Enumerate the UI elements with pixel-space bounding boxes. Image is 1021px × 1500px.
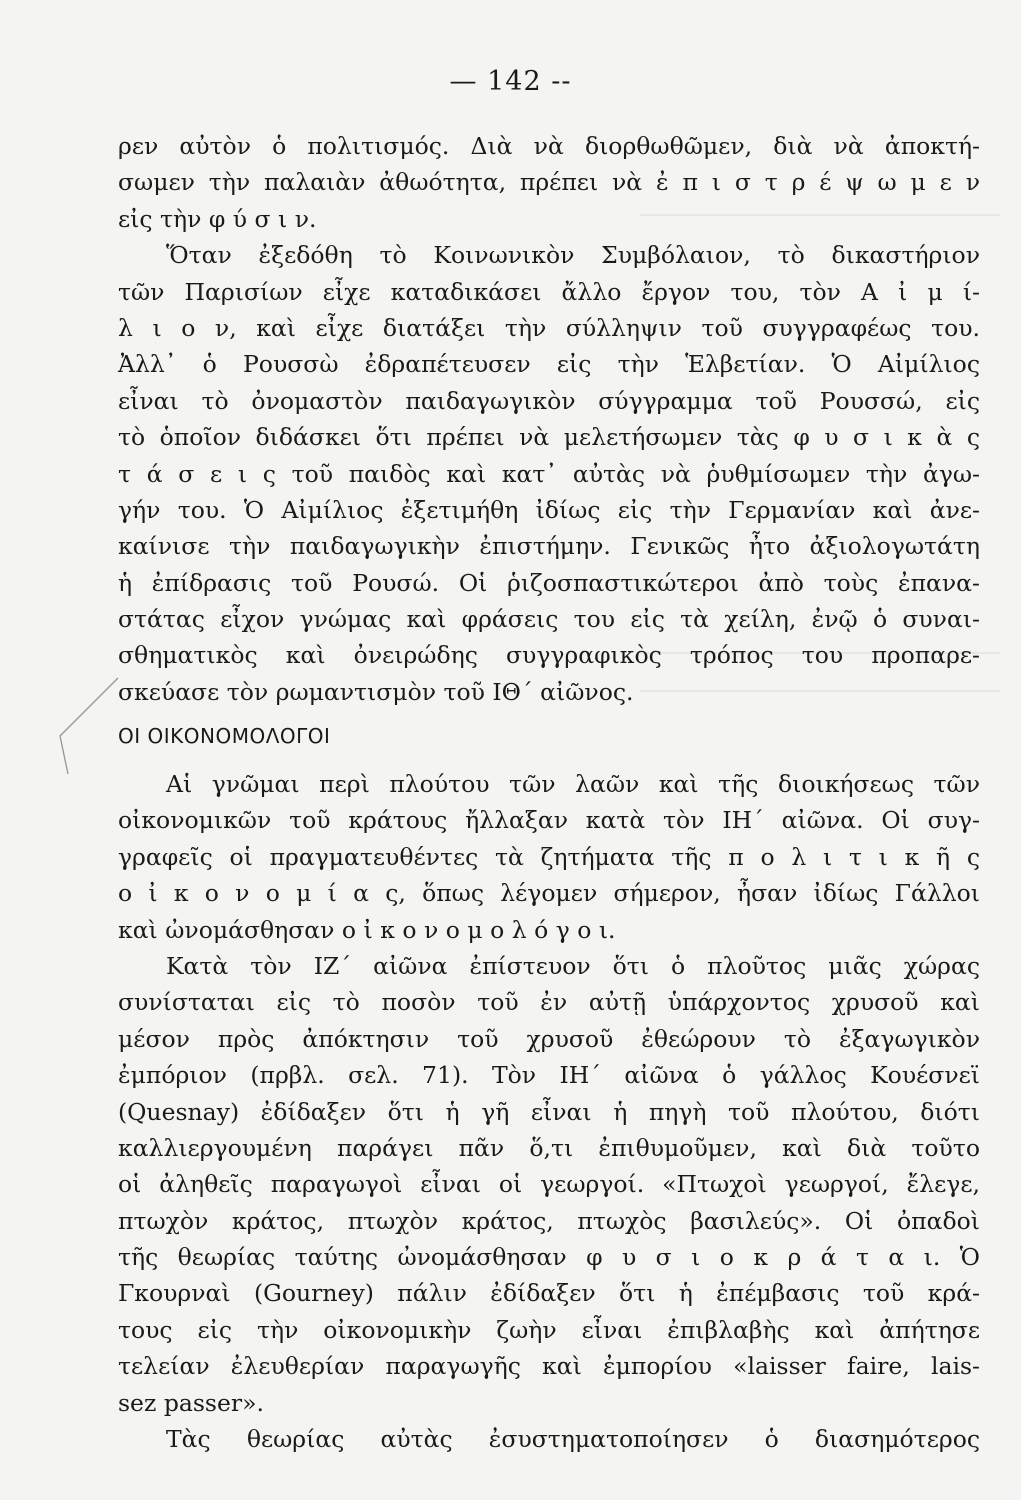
text-line: γήν του. Ὁ Αἰμίλιος ἐξετιμήθη ἰδίως εἰς τὴν Γερμανίαν καὶ ἀνε- (118, 495, 980, 524)
page-number: — 142 -- (449, 66, 572, 97)
text-line: εἶναι τὸ ὀνομαστὸν παιδαγωγικὸν σύγγραμμα τοῦ Ρουσσώ, εἰς (118, 386, 980, 415)
text-line: καίνισε τὴν παιδαγωγικὴν ἐπιστήμην. Γενικῶς ἦτο ἀξιολογωτάτη (118, 532, 980, 561)
body-text-lower (118, 766, 980, 1457)
text-line: ρεν αὐτὸν ὁ πολιτισμός. Διὰ νὰ διορθωθῶμεν, διὰ νὰ ἀποκτή- (118, 132, 980, 160)
body-text-upper (118, 128, 980, 710)
text-line: οἱ ἀληθεῖς παραγωγοὶ εἶναι οἱ γεωργοί. «Πτωχοὶ γεωργοί, ἔλεγε, (118, 1170, 980, 1199)
text-line: Αἱ γνῶμαι περὶ πλούτου τῶν λαῶν καὶ τῆς διοικήσεως τῶν (166, 770, 980, 798)
text-line: σωμεν τὴν παλαιὰν ἀθωότητα, πρέπει νὰ ἐ π ι σ τ ρ έ ψ ω μ ε ν (118, 168, 980, 197)
text-line: οἰκονομικῶν τοῦ κράτους ἤλλαξαν κατὰ τὸν ΙΗ´ αἰῶνα. Οἱ συγ- (118, 806, 980, 835)
text-line: μέσον πρὸς ἀπόκτησιν τοῦ χρυσοῦ ἐθεώρουν τὸ ἐξαγωγικὸν (118, 1024, 980, 1053)
text-line: ο ἰ κ ο ν ο μ ί α ς, ὅπως λέγομεν σήμερον, ἦσαν ἰδίως Γάλλοι (118, 879, 980, 908)
text-line: σθηματικὸς καὶ ὀνειρώδης συγγραφικὸς τρόπος του προπαρε- (118, 641, 980, 670)
text-line: Ἀλλ᾽ ὁ Ρουσσὼ ἐδραπέτευσεν εἰς τὴν Ἑλβετίαν. Ὁ Αἰμίλιος (118, 350, 980, 379)
text-line: πτωχὸν κράτος, πτωχὸν κράτος, πτωχὸς βασιλεύς». Οἱ ὀπαδοὶ (118, 1206, 980, 1235)
text-line: σκεύασε τὸν ρωμαντισμὸν τοῦ ΙΘ´ αἰῶνος. (118, 677, 634, 706)
text-line: στάτας εἶχον γνώμας καὶ φράσεις του εἰς τὰ χείλη, ἐνῷ ὁ συναι- (118, 605, 980, 634)
text-line: τους εἰς τὴν οἰκονομικὴν ζωὴν εἶναι ἐπιβλαβὴς καὶ ἀπήτησε (118, 1315, 980, 1344)
text-line: καλλιεργουμένη παράγει πᾶν ὅ,τι ἐπιθυμοῦμεν, καὶ διὰ τοῦτο (118, 1133, 980, 1162)
text-line: τ ά σ ε ι ς τοῦ παιδὸς καὶ κατ᾽ αὐτὰς νὰ ῥυθμίσωμεν τὴν ἀγω- (118, 459, 980, 488)
section-heading: ΟΙ ΟΙΚΟΝΟΜΟΛΟΓΟΙ (118, 724, 331, 748)
text-line: τῆς θεωρίας ταύτης ὠνομάσθησαν φ υ σ ι ο κ ρ ά τ α ι. Ὁ (118, 1243, 980, 1272)
text-line: Ὅταν ἐξεδόθη τὸ Κοινωνικὸν Συμβόλαιον, τὸ δικαστήριον (166, 241, 980, 270)
text-line: ἐμπόριον (πρβλ. σελ. 71). Τὸν ΙΗ´ αἰῶνα ὁ γάλλος Κουέσνεϊ (118, 1061, 980, 1090)
pencil-margin-mark (40, 676, 120, 776)
text-line: ἡ ἐπίδρασις τοῦ Ρουσώ. Οἱ ῥιζοσπαστικώτεροι ἀπὸ τοὺς ἐπανα- (118, 568, 980, 597)
text-line: Γκουρναὶ (Gourney) πάλιν ἐδίδαξεν ὅτι ἡ ἐπέμβασις τοῦ κρά- (118, 1279, 980, 1308)
text-line: τὸ ὁποῖον διδάσκει ὅτι πρέπει νὰ μελετήσωμεν τὰς φ υ σ ι κ ὰ ς (118, 423, 980, 452)
text-line: Τὰς θεωρίας αὐτὰς ἐσυστηματοποίησεν ὁ διασημότερος (166, 1425, 980, 1454)
text-line: (Quesnay) ἐδίδαξεν ὅτι ἡ γῆ εἶναι ἡ πηγὴ τοῦ πλούτου, διότι (118, 1097, 980, 1126)
text-line: γραφεῖς οἱ πραγματευθέντες τὰ ζητήματα τῆς π ο λ ι τ ι κ ῆ ς (118, 842, 980, 871)
text-line: τελείαν ἐλευθερίαν παραγωγῆς καὶ ἐμπορίου «laisser faire, lais- (118, 1352, 980, 1381)
text-line: τῶν Παρισίων εἶχε καταδικάσει ἄλλο ἔργον του, τὸν Α ἰ μ ί- (118, 277, 980, 306)
text-line: εἰς τὴν φ ύ σ ι ν. (118, 204, 317, 233)
text-line: Κατὰ τὸν ΙΖ´ αἰῶνα ἐπίστευον ὅτι ὁ πλοῦτος μιᾶς χώρας (166, 951, 980, 980)
text-line: καὶ ὠνομάσθησαν ο ἰ κ ο ν ο μ ο λ ό γ ο ι. (118, 915, 616, 944)
text-line: συνίσταται εἰς τὸ ποσὸν τοῦ ἐν αὐτῇ ὑπάρχοντος χρυσοῦ καὶ (118, 988, 980, 1017)
text-line: λ ι ο ν, καὶ εἶχε διατάξει τὴν σύλληψιν τοῦ συγγραφέως του. (118, 313, 980, 342)
text-line: sez passer». (118, 1388, 264, 1417)
